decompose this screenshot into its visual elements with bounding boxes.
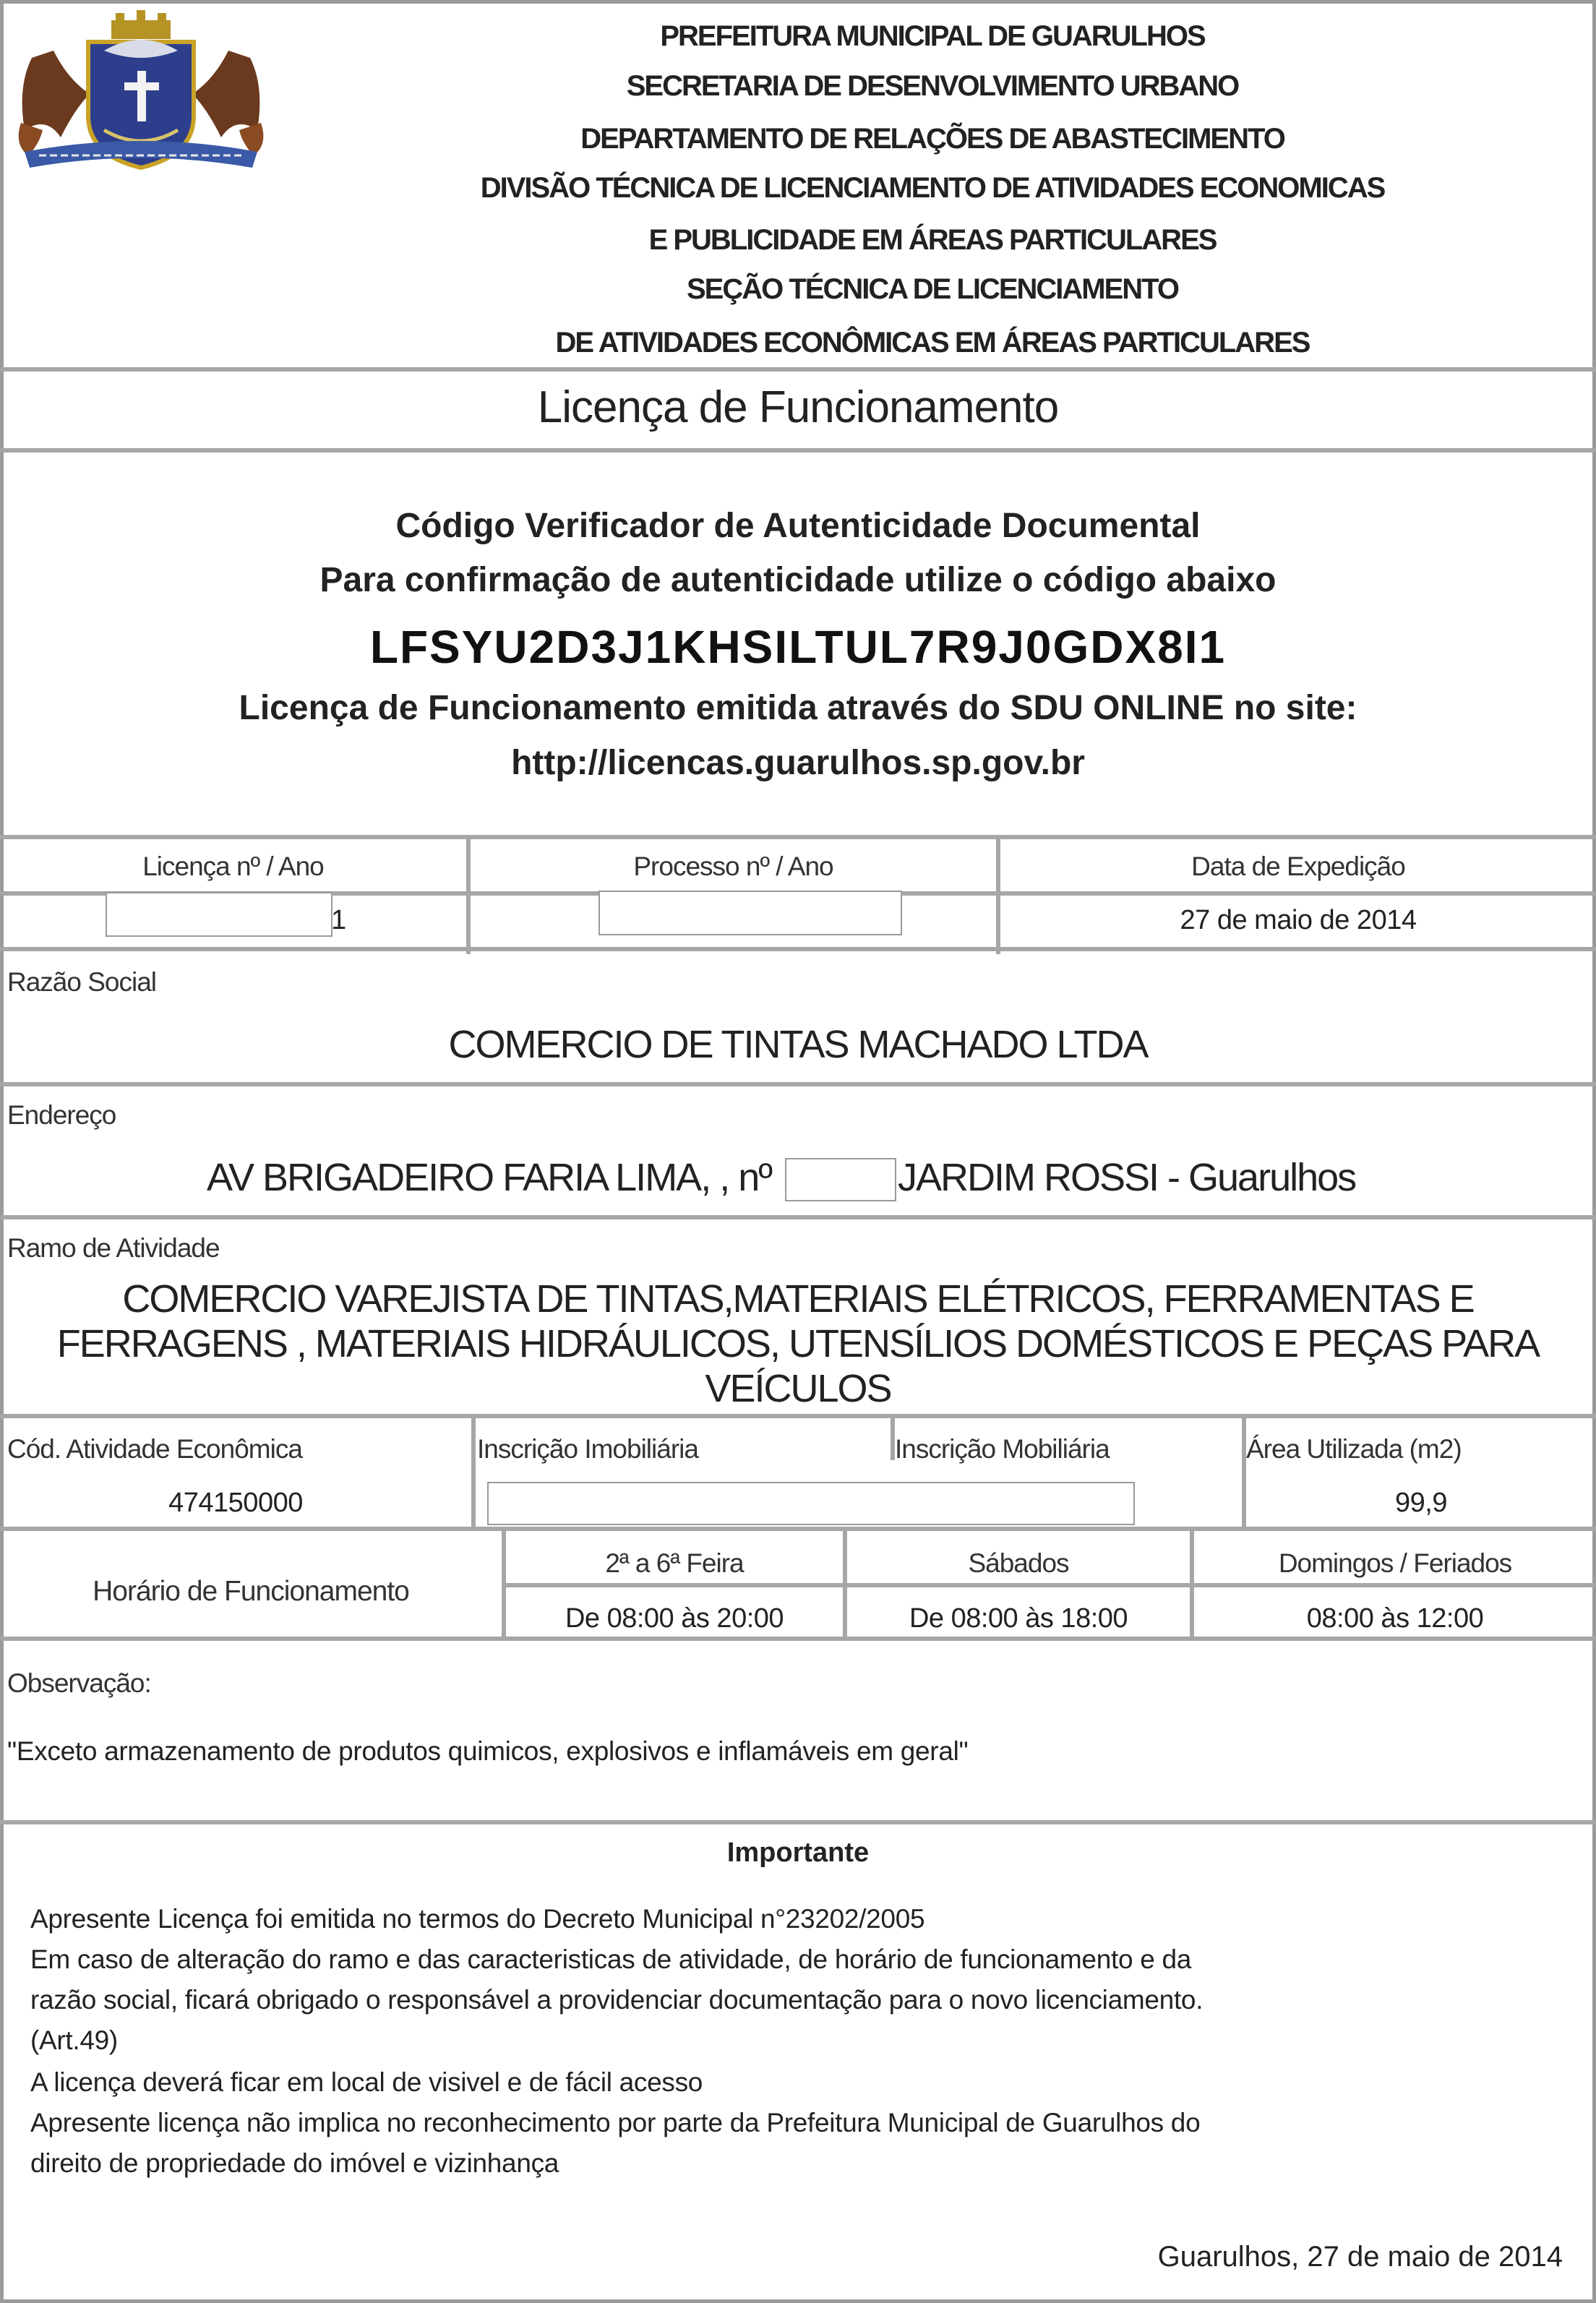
header-line-5: E PUBLICIDADE EM ÁREAS PARTICULARES <box>648 224 1217 256</box>
property-registration-label: Inscrição Imobiliária <box>477 1434 698 1464</box>
issue-date-label: Data de Expedição <box>1191 852 1405 881</box>
header-line-1: PREFEITURA MUNICIPAL DE GUARULHOS <box>660 20 1205 52</box>
site-url[interactable]: http://licencas.guarulhos.sp.gov.br <box>511 744 1085 782</box>
activity-line-2: FERRAGENS , MATERIAIS HIDRÁULICOS, UTENSÍLIOS DOMÉSTICOS E PEÇAS PARA <box>56 1322 1540 1365</box>
redacted-registrations <box>487 1482 1135 1525</box>
verification-code: LFSYU2D3J1KHSILTUL7R9J0GDX8I1 <box>369 621 1227 673</box>
issue-date-value: 27 de maio de 2014 <box>1180 905 1417 935</box>
divider <box>0 448 1596 453</box>
license-number-label: Licença nº / Ano <box>142 852 324 881</box>
header-line-3: DEPARTAMENTO DE RELAÇÕES DE ABASTECIMENTO <box>580 123 1284 155</box>
divider <box>0 1820 1596 1824</box>
redacted-address-number <box>785 1158 896 1201</box>
observation-label: Observação: <box>7 1668 151 1698</box>
activity-line-1: COMERCIO VAREJISTA DE TINTAS,MATERIAIS ELÉTRICOS, FERRAMENTAS E <box>122 1277 1474 1321</box>
redacted-process-number <box>598 891 902 935</box>
weekdays-hours: De 08:00 às 20:00 <box>565 1603 784 1634</box>
address-suffix: JARDIM ROSSI - Guarulhos <box>898 1156 1356 1199</box>
hours-label: Horário de Funcionamento <box>93 1576 409 1607</box>
header-line-2: SECRETARIA DE DESENVOLVIMENTO URBANO <box>626 70 1239 102</box>
activity-code-label: Cód. Atividade Econômica <box>7 1434 302 1464</box>
activity-label: Ramo de Atividade <box>7 1233 220 1263</box>
divider <box>0 835 1596 839</box>
important-line-5: A licença deverá ficar em local de visivel e de fácil acesso <box>30 2067 703 2097</box>
divider <box>0 1215 1596 1219</box>
divider <box>0 367 1596 372</box>
address-label: Endereço <box>7 1100 116 1130</box>
process-number-label: Processo nº / Ano <box>633 852 833 881</box>
weekdays-label: 2ª a 6ª Feira <box>605 1548 744 1578</box>
important-line-3: razão social, ficará obrigado o responsável a providenciar documentação para o novo licenciamento. <box>30 1985 1204 2015</box>
address-prefix: AV BRIGADEIRO FARIA LIMA, , nº <box>207 1156 771 1199</box>
divider <box>0 1082 1596 1086</box>
important-line-1: Apresente Licença foi emitida no termos do Decreto Municipal n°23202/2005 <box>30 1904 925 1934</box>
activity-code-value: 474150000 <box>168 1488 303 1518</box>
header-line-7: DE ATIVIDADES ECONÔMICAS EM ÁREAS PARTICULARES <box>555 327 1310 359</box>
redacted-license-number <box>106 892 332 937</box>
divider <box>0 947 1596 951</box>
saturday-hours: De 08:00 às 18:00 <box>909 1603 1128 1634</box>
divider <box>471 1417 476 1527</box>
divider <box>0 1637 1596 1641</box>
place-and-date: Guarulhos, 27 de maio de 2014 <box>1157 2241 1563 2273</box>
header-line-4: DIVISÃO TÉCNICA DE LICENCIAMENTO DE ATIVIDADES ECONOMICAS <box>480 172 1385 204</box>
important-line-6: Apresente licença não implica no reconhecimento por parte da Prefeitura Municipal de Guarulhos do <box>30 2108 1201 2137</box>
divider <box>502 1583 1596 1587</box>
license-number-suffix: 1 <box>331 905 346 935</box>
sunday-holiday-hours: 08:00 às 12:00 <box>1306 1603 1484 1634</box>
verification-instruction: Para confirmação de autenticidade utilize o código abaixo <box>319 561 1277 599</box>
area-value: 99,9 <box>1395 1488 1447 1518</box>
saturday-label: Sábados <box>968 1548 1069 1578</box>
header-line-6: SEÇÃO TÉCNICA DE LICENCIAMENTO <box>686 273 1179 305</box>
important-line-4: (Art.49) <box>30 2025 118 2055</box>
divider <box>0 1414 1596 1418</box>
business-registration-label: Inscrição Mobiliária <box>895 1434 1110 1464</box>
activity-line-3: VEÍCULOS <box>705 1367 891 1410</box>
important-heading: Importante <box>726 1837 870 1868</box>
company-name-label: Razão Social <box>7 967 157 997</box>
municipal-crest-icon <box>10 7 272 181</box>
sunday-holiday-label: Domingos / Feriados <box>1278 1548 1512 1578</box>
divider <box>0 1527 1596 1531</box>
issued-via-text: Licença de Funcionamento emitida através do SDU ONLINE no site: <box>239 689 1357 727</box>
observation-text: "Exceto armazenamento de produtos quimicos, explosivos e inflamáveis em geral" <box>7 1736 969 1766</box>
document-title: Licença de Funcionamento <box>537 382 1059 432</box>
important-line-2: Em caso de alteração do ramo e das caracteristicas de atividade, de horário de funcionamento e da <box>30 1944 1192 1974</box>
verification-heading: Código Verificador de Autenticidade Documental <box>395 507 1201 545</box>
area-label: Área Utilizada (m2) <box>1246 1434 1462 1464</box>
company-name-value: COMERCIO DE TINTAS MACHADO LTDA <box>448 1023 1148 1066</box>
important-line-7: direito de propriedade do imóvel e vizinhança <box>30 2148 559 2178</box>
